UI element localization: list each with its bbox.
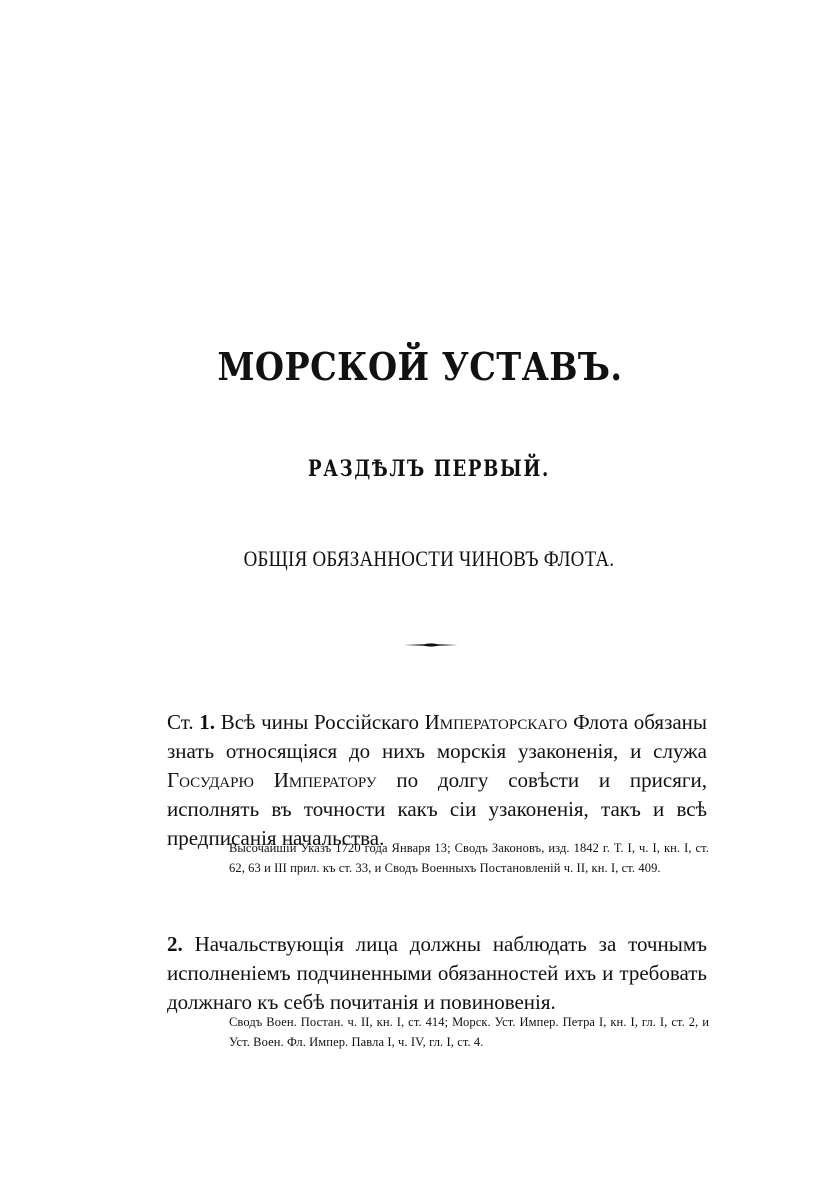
article-prefix: Ст.: [167, 710, 194, 734]
article-emphasis: Императорскаго: [424, 710, 568, 734]
article-number: 1.: [199, 710, 216, 734]
article-2-reference: Сводъ Воен. Постан. ч. II, кн. I, ст. 414; Морск. Уст. Импер. Петра I, кн. I, гл. I, ст. 2, и Уст. Воен. Фл. Импер. Павла I, ч. IV, гл. I, ст. 4.: [229, 1015, 709, 1049]
article-1: [167, 708, 707, 853]
article-text: Флота обязаны знать относящіяся до нихъ морскія узаконенія, и служа: [167, 710, 708, 763]
article-text: Всѣ чины Россійскаго: [220, 710, 419, 734]
article-text: по долгу совѣсти и присяги, исполнять въ точности какъ сіи узаконенія, такъ и всѣ предписанія начальства.: [167, 768, 707, 850]
article-2: [167, 930, 707, 1017]
page-title: МОРСКОЙ УСТАВЪ.: [217, 344, 623, 389]
article-text: Начальствующія лица должны наблюдать за точнымъ исполненіемъ подчиненными обязанностей ихъ и требовать должнаго къ себѣ почитанія и повиновенія.: [167, 932, 707, 1014]
article-1-reference: Высочайшій Указъ 1720 года Января 13; Сводъ Законовъ, изд. 1842 г. Т. I, ч. I, кн. I, ст. 62, 63 и III прил. къ ст. 33, и Сводъ Военныхъ Постановленій ч. II, кн. I, ст. 409.: [229, 841, 709, 875]
article-number: 2.: [167, 932, 183, 956]
section-heading: РАЗДѢЛЪ ПЕРВЫЙ.: [308, 456, 550, 482]
ornament-dash-icon: [404, 642, 458, 648]
section-subtitle: ОБЩІЯ ОБЯЗАННОСТИ ЧИНОВЪ ФЛОТА.: [243, 546, 615, 571]
article-emphasis: Государю Императору: [167, 768, 377, 792]
